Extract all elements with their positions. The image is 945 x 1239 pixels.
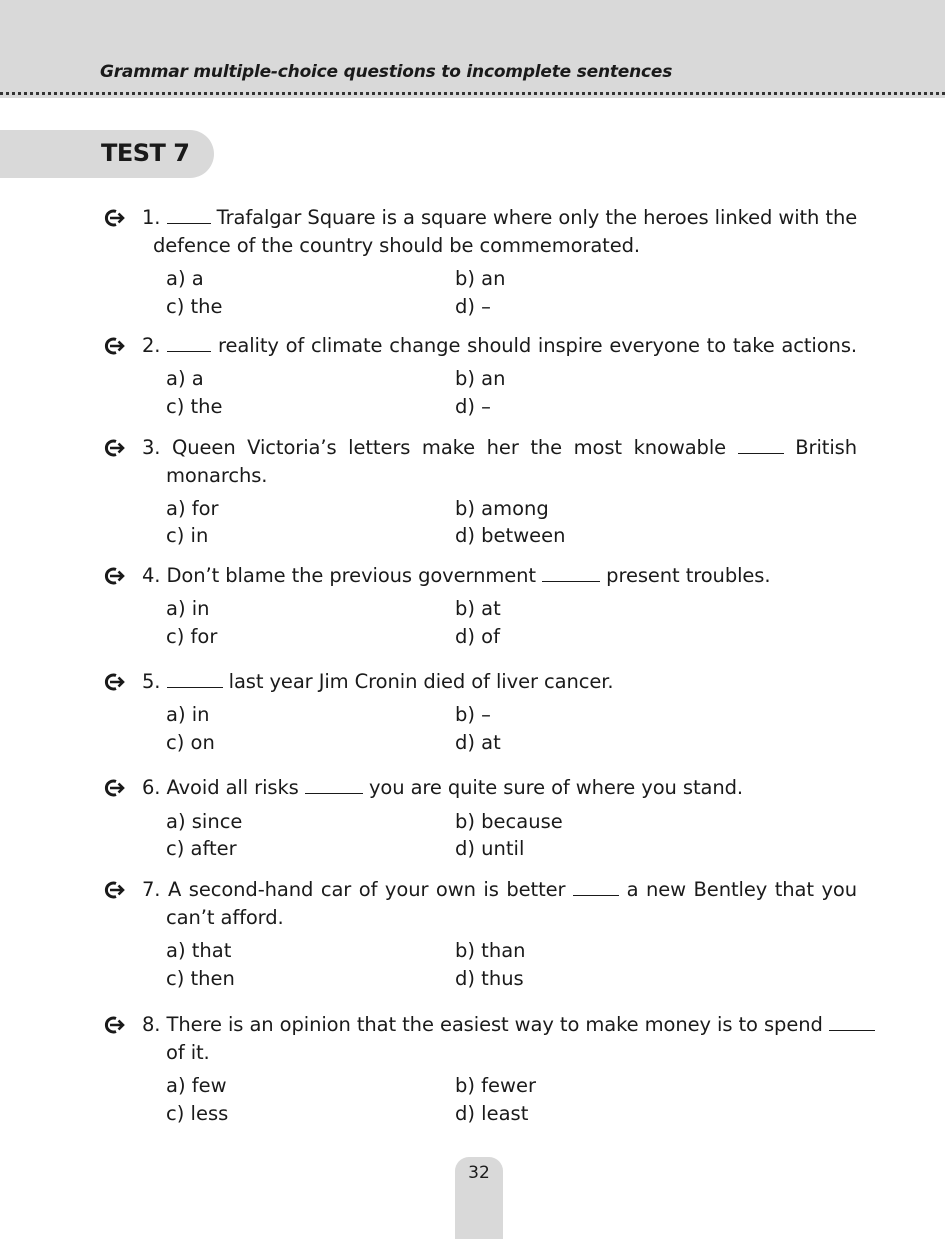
answer-blank bbox=[573, 878, 619, 896]
circled-arrow-icon bbox=[103, 777, 125, 799]
question-6-line-1 bbox=[142, 775, 743, 801]
option-d: d) of bbox=[455, 625, 500, 648]
option-d: d) thus bbox=[455, 967, 524, 990]
circled-arrow-icon bbox=[103, 1014, 125, 1036]
option-a: a) in bbox=[166, 597, 210, 620]
header-divider bbox=[0, 92, 945, 95]
question-3-line-1 bbox=[142, 435, 857, 461]
option-a: a) in bbox=[166, 703, 210, 726]
question-4-line-1 bbox=[142, 563, 770, 589]
option-d: d) least bbox=[455, 1102, 529, 1125]
answer-blank bbox=[738, 436, 784, 454]
question-number: 8. bbox=[142, 1013, 161, 1036]
question-7-line-2: can’t afford. bbox=[166, 906, 284, 929]
question-1-line-1 bbox=[142, 205, 857, 231]
answer-blank bbox=[542, 564, 600, 582]
circled-arrow-icon bbox=[103, 335, 125, 357]
option-b: b) among bbox=[455, 497, 549, 520]
test-title: TEST 7 bbox=[101, 139, 190, 167]
question-text: British bbox=[795, 436, 857, 459]
question-text: present troubles. bbox=[606, 564, 771, 587]
question-number: 3. bbox=[142, 436, 161, 459]
option-a: a) for bbox=[166, 497, 219, 520]
question-2-line-1 bbox=[142, 333, 857, 359]
question-text: last year Jim Cronin died of liver cancer. bbox=[228, 670, 614, 693]
page-number: 32 bbox=[468, 1163, 490, 1183]
question-number: 4. bbox=[142, 564, 161, 587]
option-a: a) that bbox=[166, 939, 232, 962]
question-text: you are quite sure of where you stand. bbox=[368, 776, 743, 799]
question-text: There is an opinion that the easiest way to make money is to spend bbox=[166, 1013, 823, 1036]
question-3-line-2: monarchs. bbox=[166, 464, 268, 487]
option-d: d) until bbox=[455, 837, 525, 860]
option-b: b) an bbox=[455, 367, 506, 390]
answer-blank bbox=[305, 776, 363, 794]
option-c: c) the bbox=[166, 395, 223, 418]
answer-blank bbox=[167, 670, 223, 688]
question-text: Trafalgar Square is a square where only the heroes linked with the bbox=[216, 206, 858, 229]
question-number: 2. bbox=[142, 334, 161, 357]
question-5-line-1 bbox=[142, 669, 613, 695]
question-text: a new Bentley that you bbox=[626, 878, 857, 901]
question-number: 1. bbox=[142, 206, 161, 229]
option-b: b) – bbox=[455, 703, 491, 726]
option-d: d) – bbox=[455, 395, 491, 418]
option-a: a) a bbox=[166, 267, 204, 290]
option-b: b) at bbox=[455, 597, 501, 620]
question-text: reality of climate change should inspire everyone to take actions. bbox=[217, 334, 857, 357]
question-number: 6. bbox=[142, 776, 161, 799]
option-a: a) since bbox=[166, 810, 243, 833]
option-d: d) at bbox=[455, 731, 501, 754]
question-number: 5. bbox=[142, 670, 161, 693]
question-8-line-2: of it. bbox=[166, 1041, 210, 1064]
answer-blank bbox=[167, 334, 211, 352]
answer-blank bbox=[167, 206, 211, 224]
question-1-line-2: defence of the country should be commemorated. bbox=[153, 234, 641, 257]
question-number: 7. bbox=[142, 878, 161, 901]
option-b: b) an bbox=[455, 267, 506, 290]
question-text: Avoid all risks bbox=[166, 776, 299, 799]
option-d: d) – bbox=[455, 295, 491, 318]
option-c: c) the bbox=[166, 295, 223, 318]
answer-blank bbox=[829, 1013, 875, 1031]
option-c: c) in bbox=[166, 524, 209, 547]
header-title: Grammar multiple-choice questions to incomplete sentences bbox=[100, 62, 673, 82]
question-text: A second-hand car of your own is better bbox=[167, 878, 566, 901]
option-c: c) after bbox=[166, 837, 237, 860]
option-b: b) fewer bbox=[455, 1074, 537, 1097]
option-b: b) because bbox=[455, 810, 563, 833]
question-7-line-1 bbox=[142, 877, 857, 903]
option-c: c) less bbox=[166, 1102, 229, 1125]
circled-arrow-icon bbox=[103, 879, 125, 901]
header-band bbox=[0, 0, 945, 98]
question-8-line-1 bbox=[142, 1012, 857, 1038]
question-text: Don’t blame the previous government bbox=[166, 564, 536, 587]
option-b: b) than bbox=[455, 939, 526, 962]
option-c: c) then bbox=[166, 967, 235, 990]
option-d: d) between bbox=[455, 524, 566, 547]
circled-arrow-icon bbox=[103, 671, 125, 693]
option-a: a) a bbox=[166, 367, 204, 390]
option-c: c) on bbox=[166, 731, 215, 754]
circled-arrow-icon bbox=[103, 437, 125, 459]
question-text: Queen Victoria’s letters make her the most knowable bbox=[172, 436, 727, 459]
circled-arrow-icon bbox=[103, 207, 125, 229]
option-a: a) few bbox=[166, 1074, 227, 1097]
circled-arrow-icon bbox=[103, 565, 125, 587]
option-c: c) for bbox=[166, 625, 218, 648]
